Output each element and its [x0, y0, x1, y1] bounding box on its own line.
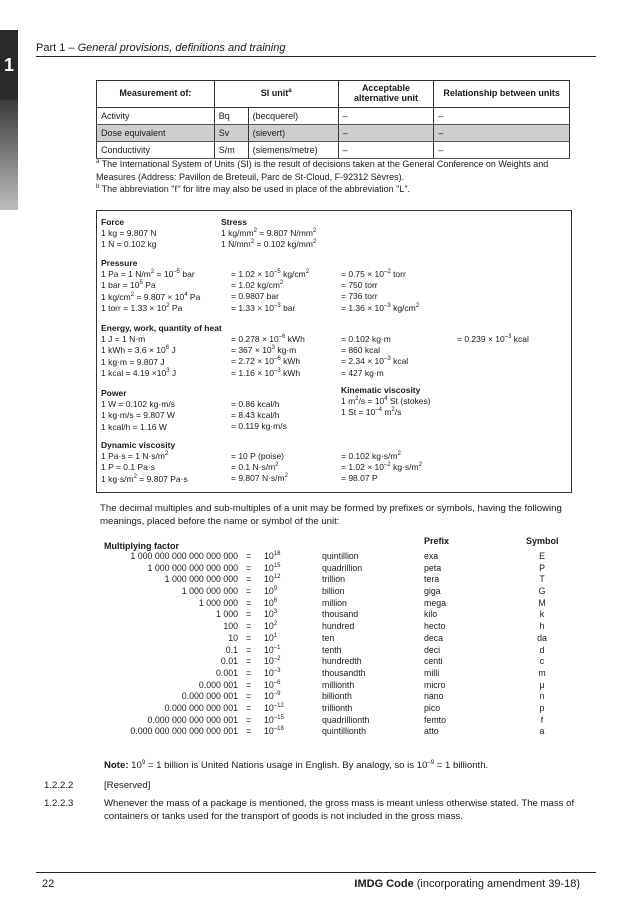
power-of-ten: $10^1$: [264, 632, 278, 643]
number-name: trillionth: [322, 702, 353, 713]
prefix-symbol: n: [539, 691, 545, 702]
number-name: hundred: [322, 621, 355, 632]
multiplier-value: 1 000: [215, 609, 238, 620]
number-name: trillion: [322, 574, 345, 585]
equals-sign: =: [246, 679, 252, 690]
number-name: quadrillion: [322, 562, 363, 573]
prefix-name: pico: [424, 702, 441, 713]
equals-sign: =: [246, 574, 252, 585]
multiples-intro: The decimal multiples and sub-multiples of a unit may be formed by prefixes or symbols, having the following meanings, placed before the name or symbol of the unit:: [100, 503, 562, 527]
number-name: billionth: [322, 691, 352, 702]
prefix-symbol: T: [539, 574, 545, 585]
conversion-box: [96, 210, 572, 493]
header-measurement: Measurement of:: [97, 81, 215, 108]
number-name: quintillion: [322, 551, 359, 561]
table-row: [97, 107, 570, 124]
header-relationship: Relationship between units: [434, 81, 570, 108]
cell-measure: Conductivity: [97, 141, 215, 158]
prefix-name: giga: [424, 586, 441, 597]
prefix-symbol: a: [539, 726, 545, 737]
section-tab: 1: [0, 30, 18, 100]
energy-col4: = $0.239 \times 10^{-3}$ kcal: [457, 334, 529, 344]
para-text: Whenever the mass of a package is mentioned, the gross mass is meant unless otherwise stated. The mass of containers or tanks used for the transport of goods is not included in the gross mass.: [104, 798, 575, 822]
power-of-ten: $10^{-12}$: [264, 702, 284, 713]
cell-alt: –: [338, 107, 434, 124]
number-name: thousandth: [322, 667, 366, 678]
prefix-symbol: E: [539, 551, 545, 561]
cell-unit: (sievert): [248, 124, 338, 141]
running-header: [36, 42, 285, 54]
prefix-name: femto: [424, 714, 447, 725]
para-number: 1.2.2.2: [44, 780, 74, 791]
prefix-symbol: M: [538, 597, 546, 608]
multiplier-value: 0.000 000 000 001: [164, 702, 238, 713]
multiplier-value: 1 000 000 000 000: [164, 574, 238, 585]
para-text: [Reserved]: [104, 780, 151, 791]
equals-sign: =: [246, 656, 252, 667]
prefix-name: kilo: [424, 609, 438, 620]
cell-symbol: Sv: [214, 124, 248, 141]
number-name: billion: [322, 586, 345, 597]
power-of-ten: $10^{-2}$: [264, 656, 281, 667]
equals-sign: =: [246, 586, 252, 597]
header-rule: [36, 56, 596, 57]
number-name: quadrillionth: [322, 714, 370, 725]
power-col1: Power 1 W = 0.102 kg·m/s 1 kg·m/s = 9.807 W 1 kcal/h = 1.16 W: [101, 388, 175, 432]
cell-rel: –: [434, 107, 570, 124]
power-of-ten: $10^{-18}$: [264, 726, 284, 737]
equals-sign: =: [246, 644, 252, 655]
pressure-col1: Pressure 1 Pa = 1 $N/m^2 = 10^{-5}$ bar 1 bar = $10^5$ Pa 1 $kg/cm^2 = 9.807 \times 10^4$ Pa 1 torr = $1.33 \times 10^2$ Pa: [101, 258, 201, 313]
header-title: General provisions, definitions and training: [77, 42, 286, 54]
multiplier-value: 1 000 000 000 000 000: [147, 562, 238, 573]
number-name: tenth: [322, 644, 342, 655]
multiplier-value: 1 000 000: [198, 597, 238, 608]
prefix-name: mega: [424, 597, 447, 608]
multiplier-value: 0.001: [215, 667, 238, 678]
multiplier-value: 0.000 000 000 000 000 001: [130, 726, 238, 737]
power-of-ten: $10^9$: [264, 586, 278, 597]
header-symbol: Symbol: [526, 536, 559, 546]
prefix-symbol: c: [539, 656, 545, 667]
section-tab-shade: [0, 100, 18, 210]
multiplier-value: 0.000 000 000 000 001: [147, 714, 238, 725]
cell-rel: –: [434, 141, 570, 158]
multiplier-value: 0.1: [225, 644, 238, 655]
footer-title: IMDG Code (incorporating amendment 39-18): [354, 878, 580, 890]
prefix-name: centi: [424, 656, 443, 667]
footnotes: [96, 158, 586, 196]
power-of-ten: $10^{-15}$: [264, 714, 284, 725]
multiplier-value: 0.01: [220, 656, 238, 667]
prefix-name: atto: [424, 726, 439, 737]
prefix-symbol: p: [539, 702, 545, 713]
pressure-col3: = $0.75 \times 10^{-2}$ torr = 750 torr = 736 torr = $1.36 \times 10^{-3}$ $kg/cm^2$: [341, 269, 420, 313]
power-of-ten: $10^2$: [264, 621, 278, 632]
cell-symbol: S/m: [214, 141, 248, 158]
multiplier-value: 0.000 001: [198, 679, 238, 690]
number-name: thousand: [322, 609, 359, 620]
energy-col3: = 0.102 kg·m = 860 kcal = $2.34 \times 10^{-3}$ kcal = 427 kg·m: [341, 334, 409, 378]
equals-sign: =: [246, 667, 252, 678]
multiplier-value: 100: [223, 621, 238, 632]
page-number: 22: [42, 878, 55, 890]
cell-rel: –: [434, 124, 570, 141]
power-of-ten: $10^{-3}$: [264, 667, 281, 678]
power-of-ten: $10^{-1}$: [264, 644, 281, 655]
energy-col1: Energy, work, quantity of heat 1 J = 1 N·m 1 kWh = $3.6 \times 10^6$ J 1 kg·m = 9.807 J 1 kcal = $4.19 \times 10^3$ J: [101, 323, 222, 378]
equals-sign: =: [246, 621, 252, 632]
header-alt-unit: Acceptable alternative unit: [338, 81, 434, 108]
multiplier-value: 10: [228, 632, 238, 643]
cell-measure: Dose equivalent: [97, 124, 215, 141]
measurement-table-header: [97, 81, 570, 108]
equals-sign: =: [246, 702, 252, 713]
number-name: quintillionth: [322, 726, 367, 737]
prefix-symbol: h: [539, 621, 545, 632]
equals-sign: =: [246, 726, 252, 737]
prefix-name: nano: [424, 691, 444, 702]
cell-alt: –: [338, 141, 434, 158]
energy-col2: = $0.278 \times 10^{-6}$ kWh = $367 \times 10^3$ kg·m = $2.72 \times 10^{-6}$ kWh = $1.16 \times 10^{-3}$ kWh: [231, 334, 305, 378]
power-of-ten: $10^{-6}$: [264, 679, 281, 690]
equals-sign: =: [246, 562, 252, 573]
prefix-symbol: f: [540, 714, 544, 725]
number-name: million: [322, 597, 347, 608]
prefix-name: tera: [424, 574, 440, 585]
dynamic-col1: Dynamic viscosity 1 Pa·s = 1 $N\cdot s/m^2$ 1 P = 0.1 Pa·s 1 $kg\cdot s/m^2 = 9.807$ Pa·s: [101, 440, 188, 484]
number-name: millionth: [322, 679, 355, 690]
power-of-ten: $10^3$: [264, 609, 278, 620]
dynamic-col3: = 0.102 $kg\cdot s/m^2$ = $1.02 \times 10^{-2}$ $kg\cdot s/m^2$ = 98.07 P: [341, 451, 422, 484]
prefix-symbol: μ: [539, 679, 545, 690]
measurement-table: [96, 80, 570, 159]
billion-note: Note: $10^9 = 1$ billion is United Nations usage in English. By analogy, so is $10^{-9} = 1$ billionth.: [104, 759, 489, 771]
cell-measure: Activity: [97, 107, 215, 124]
header-multiplying-factor: Multiplying factor: [104, 541, 179, 551]
cell-symbol: Bq: [214, 107, 248, 124]
power-of-ten: $10^6$: [264, 597, 278, 608]
equals-sign: =: [246, 609, 252, 620]
force-block: Force 1 kg = 9.807 N 1 N = 0.102 kg: [101, 217, 157, 250]
power-of-ten: $10^{18}$: [264, 551, 281, 561]
power-of-ten: $10^{15}$: [264, 562, 281, 573]
para-number: 1.2.2.3: [44, 798, 74, 809]
prefix-name: exa: [424, 551, 439, 561]
table-row: [97, 141, 570, 158]
prefix-symbol: G: [538, 586, 546, 597]
power-of-ten: $10^{12}$: [264, 574, 281, 585]
prefix-name: peta: [424, 562, 442, 573]
kinematic-block: Kinematic viscosity 1 $m^2/s = 10^4$ St (stokes) 1 $St = 10^{-4}$ $m^2/s$: [341, 385, 431, 418]
power-of-ten: $10^{-9}$: [264, 691, 281, 702]
equals-sign: =: [246, 551, 252, 561]
multiplier-value: 0.000 000 001: [181, 691, 238, 702]
cell-unit: (becquerel): [248, 107, 338, 124]
equals-sign: =: [246, 597, 252, 608]
number-name: ten: [322, 632, 335, 643]
prefix-name: deci: [424, 644, 441, 655]
equals-sign: =: [246, 714, 252, 725]
header-prefix: Prefix: [424, 536, 450, 546]
cell-alt: –: [338, 124, 434, 141]
equals-sign: =: [246, 632, 252, 643]
prefix-symbol: P: [539, 562, 545, 573]
number-name: hundredth: [322, 656, 362, 667]
cell-unit: (siemens/metre): [248, 141, 338, 158]
footnote-a: $^a$ The International System of Units (SI) is the result of decisions taken at the General Conference on Weights and Measures (Address: Pavillon de Breteuil, Parc de St-Cloud, F-92312 Sèvres).: [96, 159, 549, 182]
header-part: Part 1 –: [36, 42, 78, 54]
prefix-symbol: d: [539, 644, 545, 655]
header-si-unit: SI unit$^a$: [214, 81, 338, 108]
footnote-b: $^b$ The abbreviation "ℓ" for litre may also be used in place of the abbreviation "L".: [96, 184, 411, 195]
prefix-symbol: m: [538, 667, 546, 678]
table-row: [97, 124, 570, 141]
prefix-symbol: da: [537, 632, 547, 643]
prefix-name: milli: [424, 667, 440, 678]
prefix-name: deca: [424, 632, 444, 643]
prefix-symbol: k: [539, 609, 545, 620]
equals-sign: =: [246, 691, 252, 702]
dynamic-col2: = 10 P (poise) = 0.1 $N\cdot s/m^2$ = 9.807 $N\cdot s/m^2$: [231, 451, 288, 484]
footer-rule: [36, 872, 596, 873]
stress-block: Stress 1 $kg/mm^2 = 9.807$ $N/mm^2$ 1 $N/mm^2 = 0.102$ $kg/mm^2$: [221, 217, 317, 250]
multiplier-value: 1 000 000 000: [181, 586, 238, 597]
pressure-col2: = $1.02 \times 10^{-5}$ $kg/cm^2$ = 1.02 $kg/cm^2$ = 0.9807 bar = $1.33 \times 10^{-3}$ bar: [231, 269, 310, 313]
multiplier-value: 1 000 000 000 000 000 000: [130, 551, 238, 561]
prefix-name: hecto: [424, 621, 446, 632]
prefix-name: micro: [424, 679, 446, 690]
power-col2: = 0.86 kcal/h = 8.43 kcal/h = 0.119 kg·m/s: [231, 399, 287, 432]
